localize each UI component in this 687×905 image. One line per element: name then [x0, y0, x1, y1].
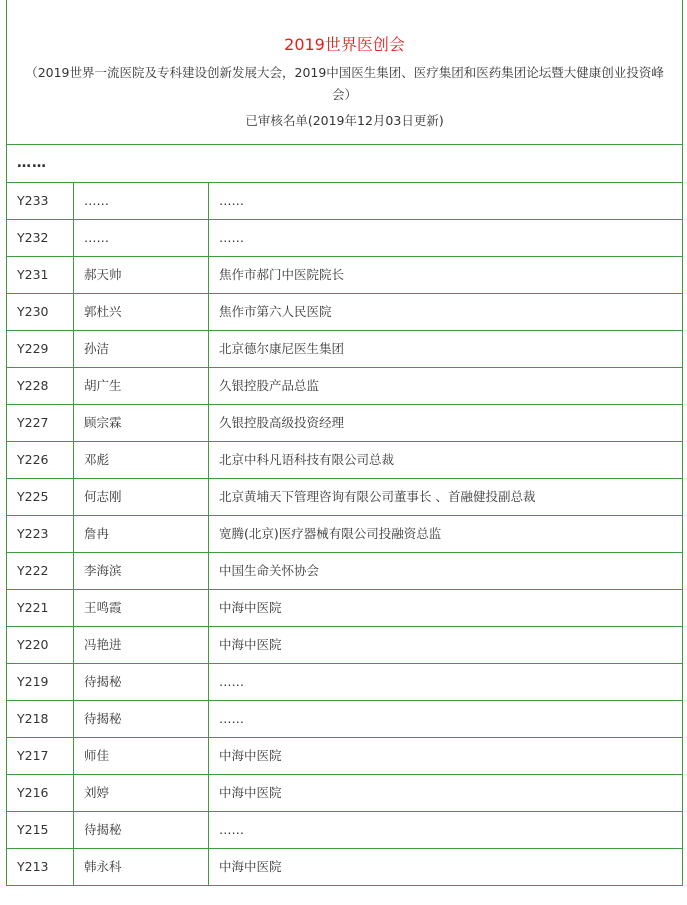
attendee-organization: 中海中医院 — [209, 589, 683, 626]
attendee-name: 邓彪 — [74, 441, 209, 478]
table-header-cell — [7, 0, 683, 144]
attendee-id: Y230 — [7, 293, 74, 330]
attendee-id: Y220 — [7, 626, 74, 663]
attendee-id: Y215 — [7, 811, 74, 848]
attendee-id: Y229 — [7, 330, 74, 367]
attendee-organization: 久银控股产品总监 — [209, 367, 683, 404]
table-row — [7, 330, 683, 367]
attendee-name: 顾宗霖 — [74, 404, 209, 441]
attendee-name: 郭杜兴 — [74, 293, 209, 330]
attendee-id: Y233 — [7, 182, 74, 219]
table-row — [7, 811, 683, 848]
table-row — [7, 182, 683, 219]
table-row — [7, 478, 683, 515]
attendee-organization: 中海中医院 — [209, 848, 683, 885]
attendee-organization: 宽腾(北京)医疗器械有限公司投融资总监 — [209, 515, 683, 552]
attendee-id: Y226 — [7, 441, 74, 478]
event-title: 2019世界医创会 — [284, 34, 405, 54]
attendee-name: 詹冉 — [74, 515, 209, 552]
table-row — [7, 256, 683, 293]
attendee-id: Y225 — [7, 478, 74, 515]
attendee-id: Y216 — [7, 774, 74, 811]
ellipsis-row — [7, 144, 683, 182]
table-row — [7, 404, 683, 441]
attendee-name: 孙洁 — [74, 330, 209, 367]
attendee-name: 韩永科 — [74, 848, 209, 885]
attendee-organization: 中国生命关怀协会 — [209, 552, 683, 589]
table-row — [7, 552, 683, 589]
attendee-organization: 北京中科凡语科技有限公司总裁 — [209, 441, 683, 478]
attendee-id: Y218 — [7, 700, 74, 737]
attendee-name: 李海滨 — [74, 552, 209, 589]
table-header-row — [7, 0, 683, 144]
attendee-organization: …… — [209, 663, 683, 700]
table-row — [7, 515, 683, 552]
attendee-organization: 中海中医院 — [209, 737, 683, 774]
attendee-name: 冯艳进 — [74, 626, 209, 663]
attendee-organization: 中海中医院 — [209, 774, 683, 811]
attendee-id: Y217 — [7, 737, 74, 774]
attendee-id: Y222 — [7, 552, 74, 589]
attendee-organization: …… — [209, 700, 683, 737]
ellipsis-cell: …… — [7, 144, 683, 182]
attendee-organization: …… — [209, 182, 683, 219]
attendee-organization: …… — [209, 219, 683, 256]
attendee-id: Y223 — [7, 515, 74, 552]
attendee-name: 待揭秘 — [74, 700, 209, 737]
attendee-name: 待揭秘 — [74, 811, 209, 848]
table-row — [7, 626, 683, 663]
attendee-id: Y232 — [7, 219, 74, 256]
attendee-organization: …… — [209, 811, 683, 848]
table-row — [7, 848, 683, 885]
event-subtitle: （2019世界一流医院及专科建设创新发展大会，2019中国医生集团、医疗集团和医药集团论坛暨大健康创业投资峰会） — [25, 64, 664, 102]
attendee-organization: 北京黄埔天下管理咨询有限公司董事长 、首融健投副总裁 — [209, 478, 683, 515]
update-note: 已审核名单(2019年12月03日更新) — [245, 112, 444, 128]
table-row — [7, 700, 683, 737]
attendee-id: Y221 — [7, 589, 74, 626]
table-row — [7, 663, 683, 700]
attendee-id: Y219 — [7, 663, 74, 700]
attendee-name: 何志刚 — [74, 478, 209, 515]
attendee-id: Y231 — [7, 256, 74, 293]
attendee-name: 胡广生 — [74, 367, 209, 404]
attendee-organization: 焦作市郝门中医院院长 — [209, 256, 683, 293]
attendee-name: 待揭秘 — [74, 663, 209, 700]
attendee-name: 师佳 — [74, 737, 209, 774]
attendee-id: Y228 — [7, 367, 74, 404]
attendee-id: Y227 — [7, 404, 74, 441]
attendee-name: 郝天帅 — [74, 256, 209, 293]
attendee-id: Y213 — [7, 848, 74, 885]
table-row — [7, 774, 683, 811]
table-row — [7, 737, 683, 774]
attendee-organization: 北京德尔康尼医生集团 — [209, 330, 683, 367]
table-row — [7, 367, 683, 404]
attendee-table — [6, 0, 683, 886]
table-row — [7, 589, 683, 626]
attendee-name: 刘婷 — [74, 774, 209, 811]
attendee-name: …… — [74, 182, 209, 219]
table-row — [7, 219, 683, 256]
attendee-name: 王鸣霞 — [74, 589, 209, 626]
attendee-organization: 久银控股高级投资经理 — [209, 404, 683, 441]
attendee-organization: 中海中医院 — [209, 626, 683, 663]
attendee-organization: 焦作市第六人民医院 — [209, 293, 683, 330]
attendee-name: …… — [74, 219, 209, 256]
table-row — [7, 441, 683, 478]
table-row — [7, 293, 683, 330]
